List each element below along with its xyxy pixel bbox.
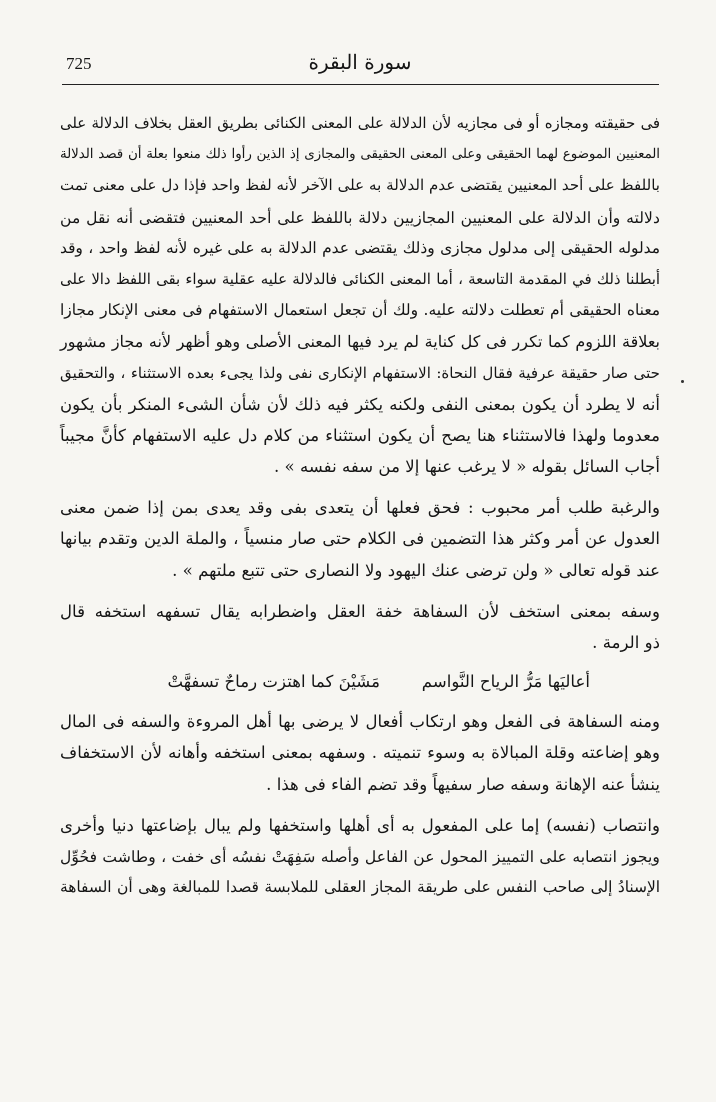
text-line: ذو الرمة .	[592, 633, 660, 652]
running-title: سورة البقرة	[308, 50, 412, 74]
body-text	[60, 108, 660, 903]
margin-mark	[681, 380, 684, 383]
text-line: دلالته وأن الدلالة على المعنيين المجازيين دلالة باللفظ على أحد المعنيين فتقضى أنه نقل من	[60, 207, 660, 227]
paragraph-spacer	[60, 800, 660, 810]
verse-second-hemistich: أعاليَها مَرُّ الرياح النَّواسم	[421, 672, 590, 692]
text-line: والرغبة طلب أمر محبوب : فحق فعلها أن يتعدى بفى وقد يعدى بمن إذا ضمن معنى	[60, 498, 660, 518]
text-line: ينشأ عنه الإهانة وسفه صار سفيهاً وقد تضم الفاء فى هذا .	[266, 774, 660, 794]
paragraph	[60, 810, 660, 904]
text-line: أنه لا يطرد أن يكون بمعنى النفى ولكنه يكثر فيه ذلك لأن شأن الشىء المنكر بأن يكون	[60, 394, 660, 414]
text-line: باللفظ على أحد المعنيين يقتضى عدم الدلالة به على الآخر لأنه لفظ واحد فإذا دل على معنى تمت	[60, 176, 660, 195]
header-divider	[62, 84, 659, 85]
verse-first-hemistich: مَشَيْنَ كما اهتزت رماحٌ تسفهَّتْ	[167, 672, 380, 692]
text-line: أجاب السائل بقوله « لا يرغب عنها إلا من سفه نفسه » .	[274, 457, 660, 477]
paragraph	[60, 596, 660, 658]
text-line: مدلوله الحقيقى إلى مدلول مجازى وذلك يقتضى عدم الدلالة به على غيره لأنه لفظ واحد ، وقد	[60, 238, 660, 257]
text-line: أبطلنا ذلك في المقدمة التاسعة ، أما المعنى الكنائى فالدلالة عليه عقلية سواء بقى اللفظ دالا على	[60, 270, 660, 288]
text-line: ويجوز انتصابه على التمييز المحول عن الفاعل وأصله سَفِهَتْ نفسُه أى خفت ، وطاشت فحُوِّل	[60, 846, 660, 866]
text-line: وسفه بمعنى استخف لأن السفاهة خفة العقل واضطرابه يقال تسفهه استخفه قال	[60, 601, 660, 621]
page-header	[62, 44, 658, 86]
text-line: بعلاقة اللزوم كما تكرر فى كل كناية لم يرد فيها المعنى الأصلى وهو أظهر لأنه مجاز مشهور	[60, 332, 660, 352]
text-line: ومنه السفاهة فى الفعل وهو ارتكاب أفعال لا يرضى بها أهل المروءة والسفه فى المال	[60, 712, 660, 732]
text-line: وهو إضاعته وقلة المبالاة به وسوء تنميته . وسفهه بمعنى استخفه وأهانه لأن الاستخفاف	[60, 743, 660, 763]
page-number: 725	[66, 54, 92, 73]
text-line: حتى صار حقيقة عرفية فقال النحاة: الاستفهام الإنكارى نفى ولذا يجىء بعده الاستثناء ، والتحقيق	[60, 363, 660, 382]
text-line: عند قوله تعالى « ولن ترضى عنك اليهود ولا النصارى حتى تتبع ملتهم » .	[172, 560, 660, 580]
text-line: المعنيين الموضوع لهما الحقيقى وعلى المعنى الحقيقى والمجازى إذ الذين رأوا ذلك منعوا بعلة أن قصد الدلالة	[60, 147, 660, 163]
text-line: الإسنادُ إلى صاحب النفس على طريقة المجاز العقلى للملابسة قصدا للمبالغة وهى أن السفاهة	[60, 878, 660, 897]
paragraph-spacer	[60, 482, 660, 492]
paragraph	[60, 108, 660, 482]
paragraph	[60, 706, 660, 800]
text-line: معناه الحقيقى أم تعطلت دلالته عليه. ولك أن تجعل استعمال الاستفهام فى معنى الإنكار مجازا	[60, 301, 660, 320]
text-line: العدول عن أمر وكثر هذا التضمين فى الكلام حتى صار منسياً ، والملة الدين وتقدم بيانها	[60, 529, 660, 549]
paragraph	[60, 492, 660, 586]
text-line: وانتصاب (نفسه) إما على المفعول به أى أهلها واستخفها ولم يبال بإضاعتها دنيا وأخرى	[60, 815, 660, 835]
paragraph-spacer	[60, 586, 660, 596]
text-line: معدوما ولهذا فالاستثناء هنا يصح أن يكون استثناء من كلام دل عليه الاستفهام كأنَّ مجيباً	[60, 425, 660, 445]
poetry-verse	[60, 662, 660, 702]
text-line: فى حقيقته ومجازه أو فى مجازيه لأن الدلالة على المعنى الكنائى بطريق العقل بخلاف الدلالة على	[60, 115, 660, 132]
